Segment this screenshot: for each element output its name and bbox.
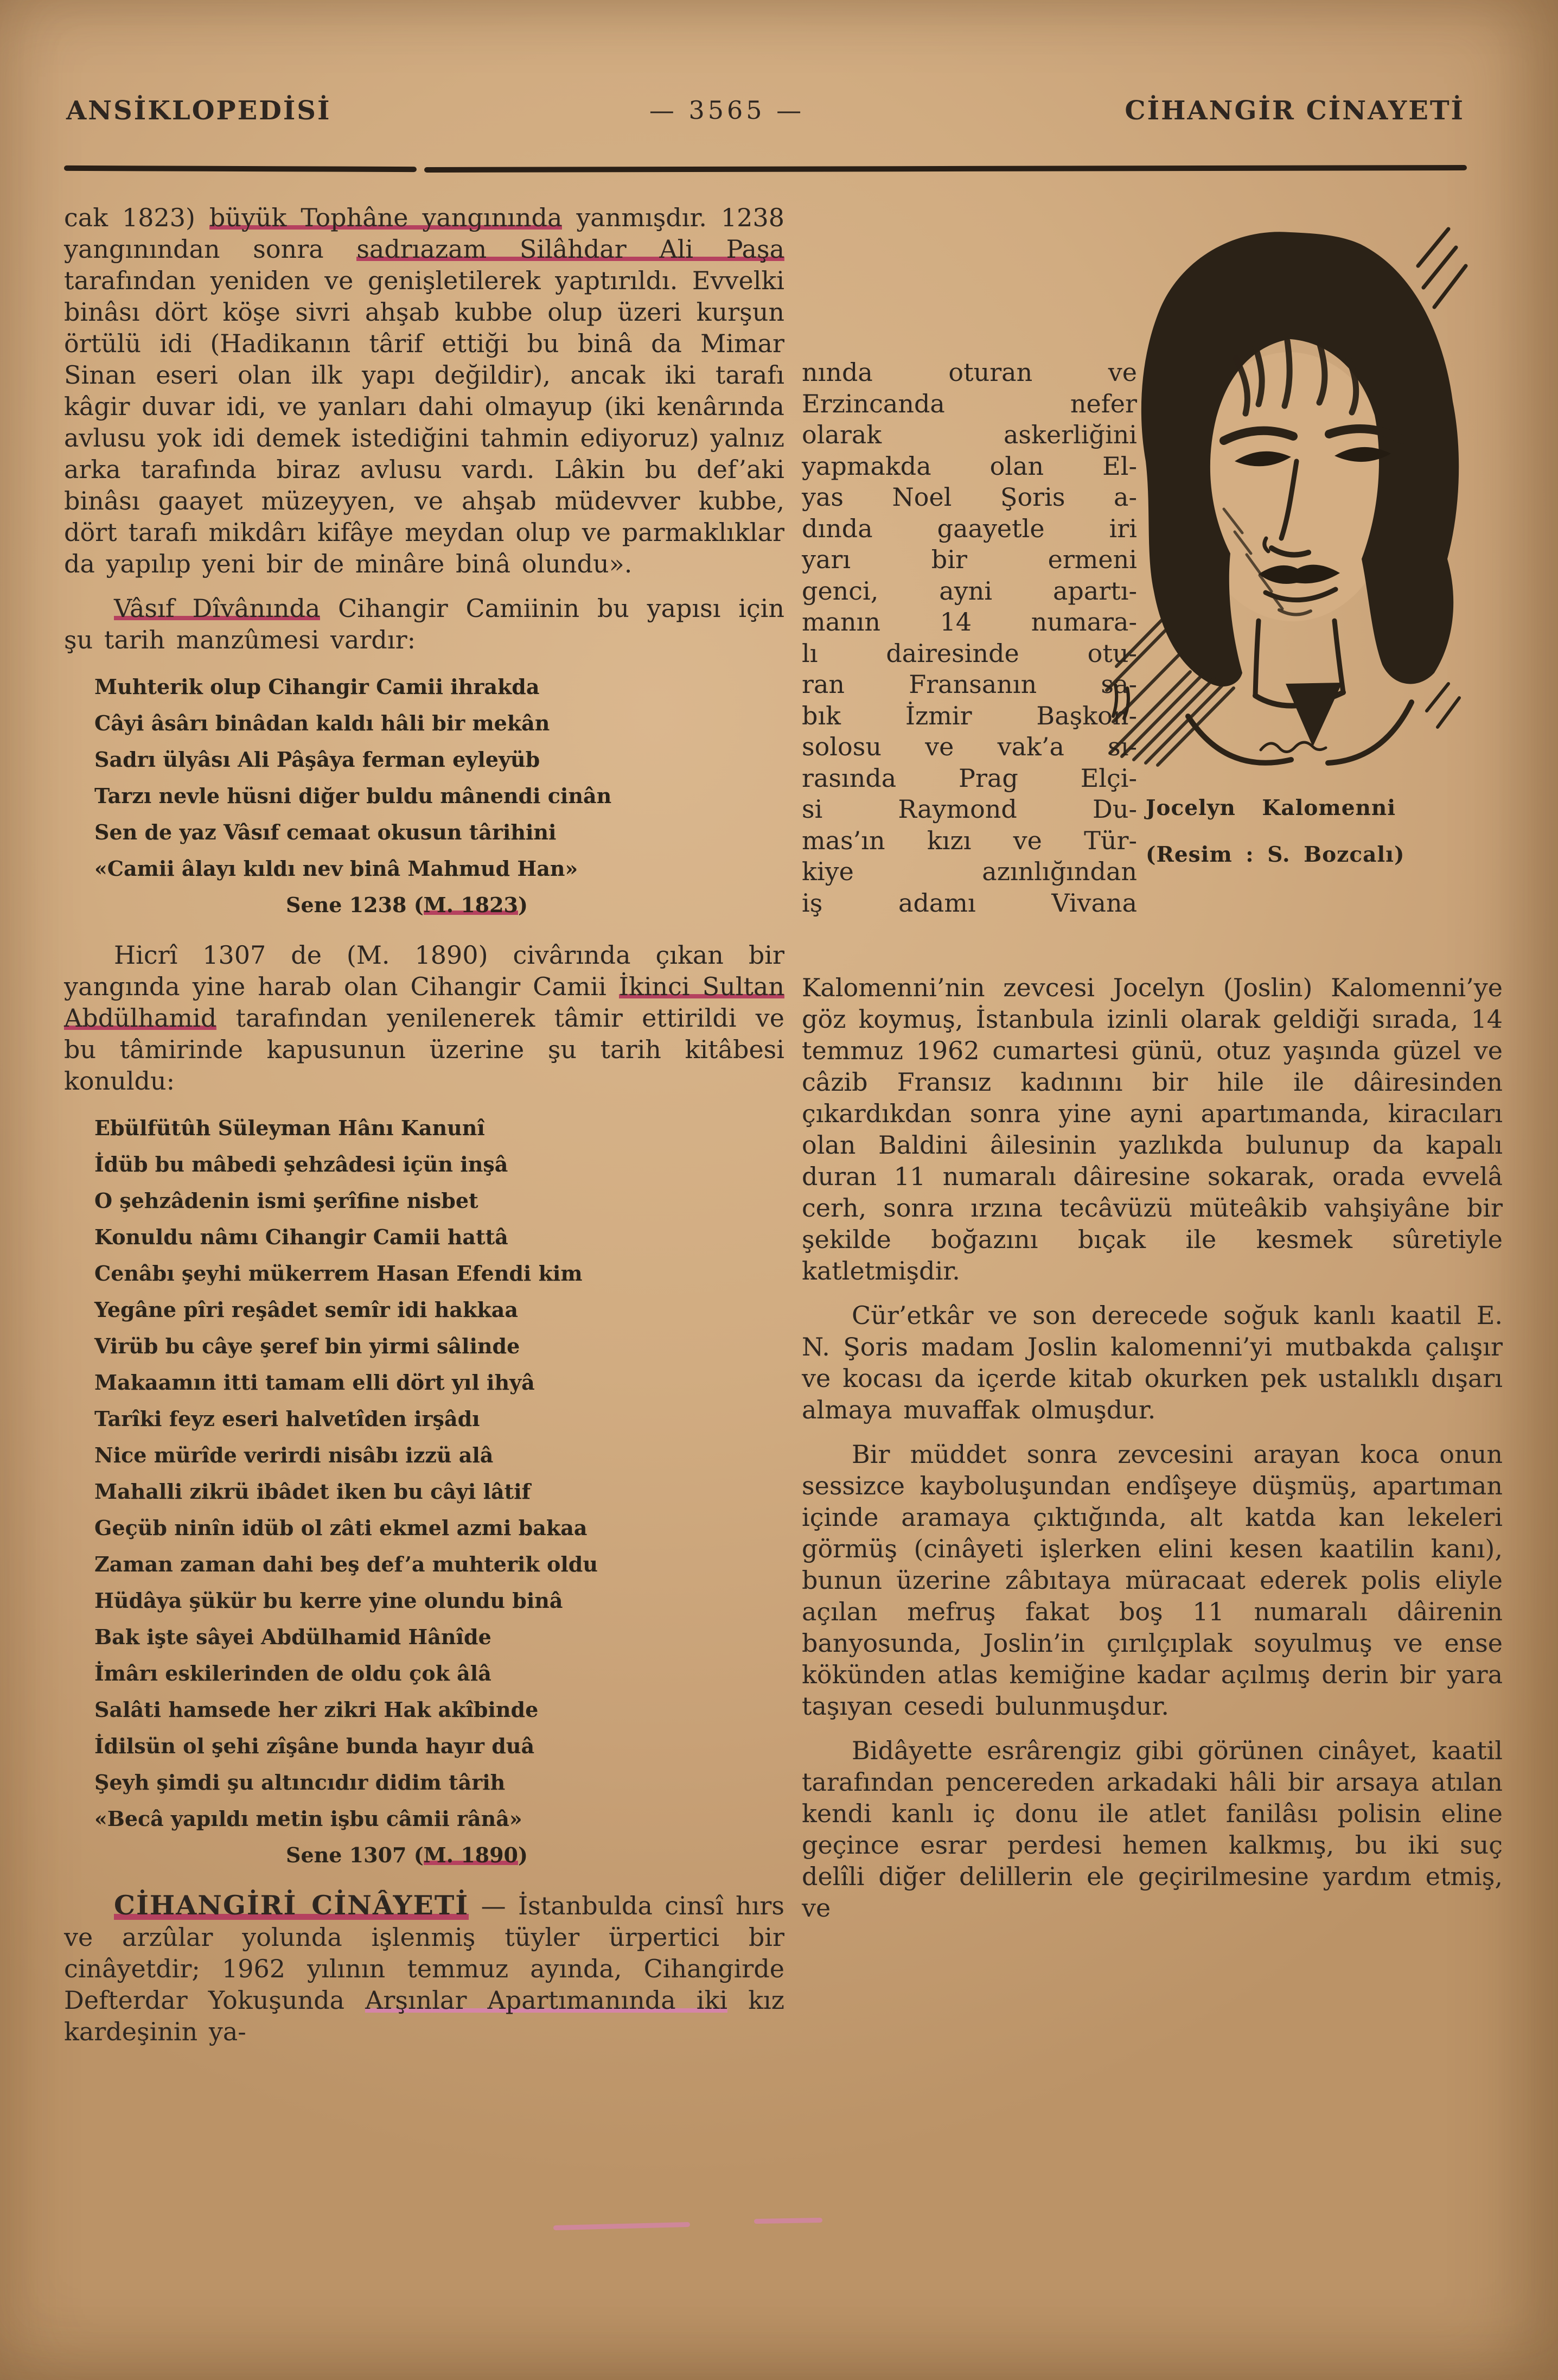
poem-1307	[94, 1110, 784, 1873]
text-segment: Sene 1238 (	[286, 893, 424, 917]
text-line: yas Noel Şoris a-	[802, 482, 1137, 512]
text-line: si Raymond Du-	[802, 794, 1137, 824]
red-underlined-text: İkinci Sultan Abdülhamid	[64, 972, 784, 1033]
text-line: olarak askerliğini	[802, 420, 1137, 449]
poem-line: Nice mürîde verirdi nisâbı izzü alâ	[94, 1443, 494, 1467]
text-line: kiye azınlığından	[802, 857, 1137, 886]
text-line: iş adamı Vivana	[802, 888, 1137, 918]
poem-line: Tarzı nevle hüsni diğer buldu mânendi cinân	[94, 784, 612, 808]
text-line: solosu ve vak’a sı-	[802, 732, 1137, 761]
paragraph: Cür’etkâr ve son derecede soğuk kanlı kaatil E. N. Şoris madam Joslin kalomenni’yi mutbakda çalışır ve kocası da içerde kitab okurken pek ustalıklı dışarı almaya muvaffak olmuşdur.	[802, 1301, 1503, 1424]
poem-line: Cenâbı şeyhi mükerrem Hasan Efendi kim	[94, 1261, 583, 1286]
poem-line: Muhterik olup Cihangir Camii ihrakda	[94, 674, 540, 699]
poem-line: Makaamın itti tamam elli dört yıl ihyâ	[94, 1370, 535, 1395]
page-number: — 3565 —	[649, 96, 805, 125]
poem-line: Mahalli zikrü ibâdet iken bu câyi lâtif	[94, 1479, 531, 1504]
poem-line: Câyi âsârı binâdan kaldı hâli bir mekân	[94, 711, 550, 735]
poem-line: Hüdâya şükür bu kerre yine olundu binâ	[94, 1588, 563, 1613]
text-segment: kız kardeşinin ya-	[64, 1986, 784, 2046]
paragraph	[64, 593, 784, 656]
text-line: mas’ın kızı ve Tür-	[802, 825, 1137, 855]
encyclopedia-title: ANSİKLOPEDİSİ	[66, 96, 331, 126]
paragraph: Bir müddet sonra zevcesini arayan koca onun sessizce kayboluşundan endîşeye düşmüş, apartıman içinde aramaya çıktığında, alt katda kan lekeleri görmüş (cinâyeti işlerken elini kesen kaatilin kanı), bunun üzerine zâbıtaya müracaat ederek polis eliyle açılan mefruş fakat boş 11 numaralı dâirenin banyosunda, Joslin’in çırılçıplak soyulmuş ve ense kökünden atlas kemiğine kadar açılmış derin bir yara taşıyan cesedi bulunmuşdur.	[802, 1440, 1503, 1721]
poem-lines	[94, 1110, 784, 1837]
poem-line: O şehzâdenin ismi şerîfine nisbet	[94, 1188, 478, 1213]
text-line: genci, ayni apartı-	[802, 576, 1137, 606]
article-entry	[64, 1889, 784, 2047]
column-left	[64, 202, 784, 2047]
text-segment: Hicrî 1307 de (M. 1890) civârında çıkan bir yangında yine harab olan Cihangir Camii	[64, 940, 784, 1001]
text-segment: Cihangir Camiinin bu yapısı için şu tarih manzûmesi vardır:	[64, 594, 785, 654]
pink-mark	[553, 2222, 690, 2230]
poem-line: İdilsün ol şehi zîşâne bunda hayır duâ	[94, 1734, 535, 1758]
header-rule	[424, 165, 1467, 173]
poem-line: Virüb bu câye şeref bin yirmi sâlinde	[94, 1334, 520, 1358]
poem-line: Geçüb ninîn idüb ol zâti ekmel azmi bakaa	[94, 1516, 588, 1540]
poem-line: Konuldu nâmı Cihangir Camii hattâ	[94, 1225, 508, 1249]
red-underlined-text: sadrıazam Silâhdar Ali Paşa	[356, 234, 784, 264]
article-running-title: CİHANGİR CİNAYETİ	[1125, 96, 1465, 126]
text-segment: )	[518, 893, 528, 917]
text-line: yarı bir ermeni	[802, 545, 1137, 574]
poem-date-line	[94, 887, 719, 923]
portrait-illustration	[1100, 207, 1474, 772]
text-segment: cak 1823)	[64, 203, 209, 232]
poem-line: İmârı eskilerinden de oldu çok âlâ	[94, 1661, 491, 1685]
text-line: nında oturan ve	[802, 358, 1137, 387]
portrait-caption	[1146, 785, 1404, 878]
text-line: ran Fransanın sa-	[802, 670, 1137, 699]
text-segment: yanmışdır. 1238 yangınından sonra	[64, 203, 784, 264]
poem-line: «Camii âlayı kıldı nev binâ Mahmud Han»	[94, 856, 578, 881]
poem-line: Bak işte sâyei Abdülhamid Hânîde	[94, 1625, 491, 1649]
caption-credit: (Resim : S. Bozcalı)	[1146, 842, 1405, 867]
text-segment: — İstanbulda cinsî hırs ve arzûlar yolunda işlenmiş tüyler ürpertici bir cinâyetdir; 1962 yılının temmuz ayında, Cihangirde Defterdar Yokuşunda	[64, 1891, 784, 2015]
poem-line: Ebülfütûh Süleyman Hânı Kanunî	[94, 1116, 485, 1140]
red-underlined-text: M. 1890	[423, 1843, 518, 1867]
text-line: yapmakda olan El-	[802, 451, 1137, 481]
paragraph	[64, 939, 784, 1097]
red-underlined-text: M. 1823	[423, 893, 518, 917]
poem-line: Tarîki feyz eseri halvetîden irşâdı	[94, 1407, 480, 1431]
pink-mark	[754, 2218, 822, 2224]
poem-line: Zaman zaman dahi beş def’a muhterik oldu	[94, 1552, 598, 1576]
poem-line: Sen de yaz Vâsıf cemaat okusun târihini	[94, 820, 557, 844]
text-line: lı dairesinde otu-	[802, 638, 1137, 668]
portrait-sketch-icon	[1100, 207, 1474, 772]
paragraph: Bidâyette esrârengiz gibi görünen cinâyet, kaatil tarafından pencereden arkadaki hâli bir arsaya atılan kendi kanlı iç donu ile atlet fanilâsı polisin eline geçince esrar perdesi hemen kalkmış, bu iki suç delîli diğer delillerin ele geçirilmesine yardım etmiş, ve	[802, 1736, 1503, 1923]
red-underlined-text: büyük Tophâne yangınında	[209, 203, 563, 232]
poem-line: Sadrı ülyâsı Ali Pâşâya ferman eyleyüb	[94, 747, 540, 772]
text-segment: Sene 1307 (	[286, 1843, 424, 1867]
red-underlined-text: Vâsıf Dîvânında	[114, 594, 321, 623]
article-heading: CİHANGİRİ CİNÂYETİ	[114, 1889, 469, 1921]
poem-line: Şeyh şimdi şu altıncıdır didim târih	[94, 1770, 506, 1794]
poem-line: Salâti hamsede her zikri Hak akîbinde	[94, 1697, 539, 1722]
paragraph: Kalomenni’nin zevcesi Jocelyn (Joslin) Kalomenni’ye göz koymuş, İstanbula izinli olarak geldiği sırada, 14 temmuz 1962 cumartesi günü, otuz yaşında güzel ve câzib Fransız kadınını bir hile ile dâiresinden çıkardıkdan sonra yine ayni apartımanda, kiracıları olan Baldini âilesinin yazlıkda bulunup da kapalı duran 11 numaralı dâiresine sokarak, orada evvelâ cerh, sonra ırzına tecâvüzü müteâkib vahşiyâne bir şekilde boğazını bıçak ile kesmek sûretiyle katletmişdir.	[802, 973, 1503, 1286]
text-beside-portrait	[802, 357, 1137, 919]
header-rule	[64, 166, 417, 172]
text-line: bık İzmir Başkon-	[802, 701, 1137, 730]
poem-date-line	[94, 1837, 719, 1873]
caption-name: Jocelyn Kalomenni	[1146, 796, 1396, 820]
text-line: dında gaayetle iri	[802, 513, 1137, 543]
text-line: rasında Prag Elçi-	[802, 763, 1137, 793]
text-line: Erzincanda nefer	[802, 389, 1137, 418]
text-segment: tarafından yeniden ve genişletilerek yaptırıldı. Evvelki binâsı dört köşe sivri ahşab kubbe olup üzeri kurşun örtülü idi (Hadikanın târif ettiği bu binâ da Mimar Sinan eseri olan ilk yapı değildir), ancak iki tarafı kâgir duvar idi, ve yanları dahi olmayup (iki kenârında avlusu yok idi demek istediğini tahmin ediyoruz) yalnız arka tarafında biraz avlusu vardı. Lâkin bu def’aki binâsı gaayet müzeyyen, ve ahşab müdevver kubbe, dört tarafı mikdârı kifâye meydan olup ve parmaklıklar da yapılıp yeni bir de minâre binâ olundu».	[64, 266, 784, 578]
poem-line: Yegâne pîri reşâdet semîr idi hakkaa	[94, 1297, 518, 1322]
text-segment: )	[518, 1843, 528, 1867]
paragraph-continued	[64, 202, 784, 580]
poem-1238	[94, 669, 784, 923]
pink-underlined-text: Arşınlar Apartımanında iki	[365, 1986, 728, 2015]
poem-line: İdüb bu mâbedi şehzâdesi içün inşâ	[94, 1152, 508, 1176]
poem-lines	[94, 669, 784, 887]
text-line: manın 14 numara-	[802, 607, 1137, 637]
text-segment: tarafından yenilenerek tâmir ettirildi ve bu tâmirinde kapusunun üzerine şu tarih kitâbesi konuldu:	[64, 1003, 784, 1096]
poem-line: «Becâ yapıldı metin işbu câmii rânâ»	[94, 1806, 522, 1831]
